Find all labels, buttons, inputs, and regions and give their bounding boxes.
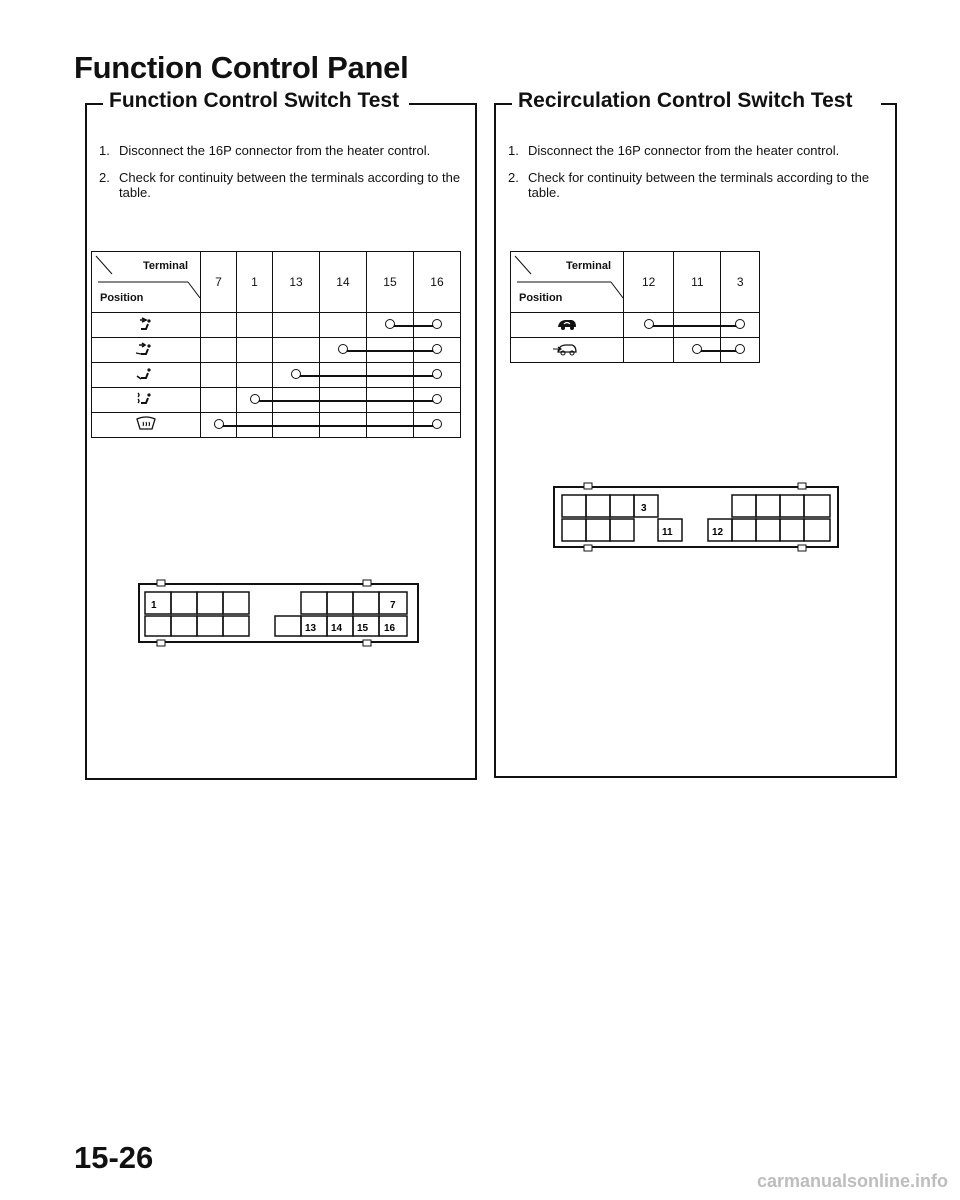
pin-label: 13 xyxy=(305,623,317,634)
recirculation-icon xyxy=(511,313,624,338)
connector-16p-diagram xyxy=(137,578,422,653)
continuity-cell xyxy=(366,413,413,438)
terminal-header: 1 xyxy=(237,252,273,313)
page-number: 15-26 xyxy=(74,1140,154,1175)
continuity-cell xyxy=(366,313,413,338)
continuity-dot xyxy=(338,344,348,354)
continuity-dot xyxy=(735,344,745,354)
continuity-dot xyxy=(735,319,745,329)
pin-label: 16 xyxy=(384,623,396,634)
continuity-line xyxy=(273,400,319,402)
continuity-cell xyxy=(201,363,237,388)
pin-label: 14 xyxy=(331,623,343,634)
continuity-cell xyxy=(273,363,320,388)
continuity-cell xyxy=(201,388,237,413)
pin-label: 1 xyxy=(151,600,157,611)
continuity-cell xyxy=(319,363,366,388)
terminal-header: 11 xyxy=(674,252,721,313)
page-title: Function Control Panel xyxy=(74,50,409,85)
continuity-cell xyxy=(674,313,721,338)
terminal-label: Terminal xyxy=(142,260,188,272)
continuity-line xyxy=(367,350,413,352)
continuity-cell xyxy=(366,363,413,388)
continuity-row xyxy=(511,338,760,363)
continuity-cell xyxy=(413,338,460,363)
vent-mode-icon xyxy=(92,313,201,338)
panel-title: Recirculation Control Switch Test xyxy=(516,89,862,113)
header-corner xyxy=(511,252,624,313)
continuity-row xyxy=(92,413,461,438)
step-text: Disconnect the 16P connector from the heater control. xyxy=(528,143,840,158)
panel-title: Function Control Switch Test xyxy=(107,89,409,113)
continuity-cell xyxy=(237,363,273,388)
step: 2. Check for continuity between the terminals according to the table. xyxy=(508,170,870,200)
continuity-line xyxy=(237,425,272,427)
continuity-dot xyxy=(432,319,442,329)
continuity-cell xyxy=(721,338,760,363)
continuity-table xyxy=(510,251,760,363)
terminal-header: 16 xyxy=(413,252,460,313)
continuity-row xyxy=(92,313,461,338)
terminal-header: 7 xyxy=(201,252,237,313)
pin-label: 15 xyxy=(357,623,369,634)
step: 1. Disconnect the 16P connector from the heater control. xyxy=(99,143,431,158)
terminal-label: Terminal xyxy=(565,260,611,272)
continuity-cell xyxy=(413,388,460,413)
continuity-dot xyxy=(432,419,442,429)
terminal-header: 13 xyxy=(273,252,320,313)
bi-level-mode-icon xyxy=(92,338,201,363)
position-label: Position xyxy=(519,292,563,304)
continuity-row xyxy=(92,363,461,388)
terminal-header: 3 xyxy=(721,252,760,313)
continuity-cell xyxy=(413,313,460,338)
continuity-cell xyxy=(273,338,320,363)
continuity-cell xyxy=(366,338,413,363)
continuity-cell xyxy=(201,338,237,363)
continuity-dot xyxy=(214,419,224,429)
continuity-cell xyxy=(237,388,273,413)
function-control-switch-test-panel xyxy=(85,89,477,780)
pin-label: 11 xyxy=(662,527,673,538)
continuity-cell xyxy=(319,413,366,438)
connector-16p-diagram xyxy=(552,481,842,558)
continuity-line xyxy=(320,425,366,427)
continuity-line xyxy=(367,425,413,427)
continuity-cell xyxy=(273,388,320,413)
continuity-cell xyxy=(366,388,413,413)
continuity-row xyxy=(92,338,461,363)
continuity-dot xyxy=(250,394,260,404)
continuity-cell xyxy=(319,313,366,338)
continuity-dot xyxy=(432,394,442,404)
continuity-cell xyxy=(273,313,320,338)
heat-mode-icon xyxy=(92,363,201,388)
step-text: Disconnect the 16P connector from the heater control. xyxy=(119,143,431,158)
continuity-line xyxy=(674,325,720,327)
header-corner xyxy=(92,252,201,313)
terminal-header: 15 xyxy=(366,252,413,313)
continuity-dot xyxy=(432,369,442,379)
continuity-line xyxy=(367,400,413,402)
heat-defrost-mode-icon xyxy=(92,388,201,413)
step-text: Check for continuity between the terminals according to the table. xyxy=(528,170,870,200)
continuity-cell xyxy=(721,313,760,338)
pin-label: 12 xyxy=(712,527,724,538)
continuity-line xyxy=(273,425,319,427)
continuity-dot xyxy=(644,319,654,329)
continuity-cell xyxy=(624,338,674,363)
continuity-dot xyxy=(291,369,301,379)
continuity-dot xyxy=(385,319,395,329)
continuity-row xyxy=(511,313,760,338)
defrost-mode-icon xyxy=(92,413,201,438)
step: 2. Check for continuity between the terminals according to the table. xyxy=(99,170,461,200)
step-text: Check for continuity between the terminals according to the table. xyxy=(119,170,461,200)
continuity-cell xyxy=(237,413,273,438)
continuity-cell xyxy=(674,338,721,363)
terminal-header: 12 xyxy=(624,252,674,313)
pin-label: 3 xyxy=(641,503,647,514)
step: 1. Disconnect the 16P connector from the heater control. xyxy=(508,143,840,158)
continuity-cell xyxy=(237,338,273,363)
continuity-cell xyxy=(413,363,460,388)
continuity-cell xyxy=(413,413,460,438)
continuity-cell xyxy=(201,313,237,338)
fresh-air-icon xyxy=(511,338,624,363)
continuity-cell xyxy=(237,313,273,338)
steps-list xyxy=(87,143,475,212)
position-label: Position xyxy=(100,292,144,304)
pin-label: 7 xyxy=(390,600,396,611)
recirculation-control-switch-test-panel xyxy=(494,89,897,778)
continuity-dot xyxy=(432,344,442,354)
steps-list xyxy=(496,143,895,212)
continuity-line xyxy=(320,375,366,377)
continuity-cell xyxy=(201,413,237,438)
terminal-header: 14 xyxy=(319,252,366,313)
continuity-table xyxy=(91,251,461,438)
continuity-line xyxy=(320,400,366,402)
continuity-cell xyxy=(624,313,674,338)
continuity-dot xyxy=(692,344,702,354)
watermark: carmanualsonline.info xyxy=(756,1171,948,1191)
continuity-row xyxy=(92,388,461,413)
continuity-cell xyxy=(319,338,366,363)
continuity-cell xyxy=(319,388,366,413)
continuity-cell xyxy=(273,413,320,438)
continuity-line xyxy=(367,375,413,377)
